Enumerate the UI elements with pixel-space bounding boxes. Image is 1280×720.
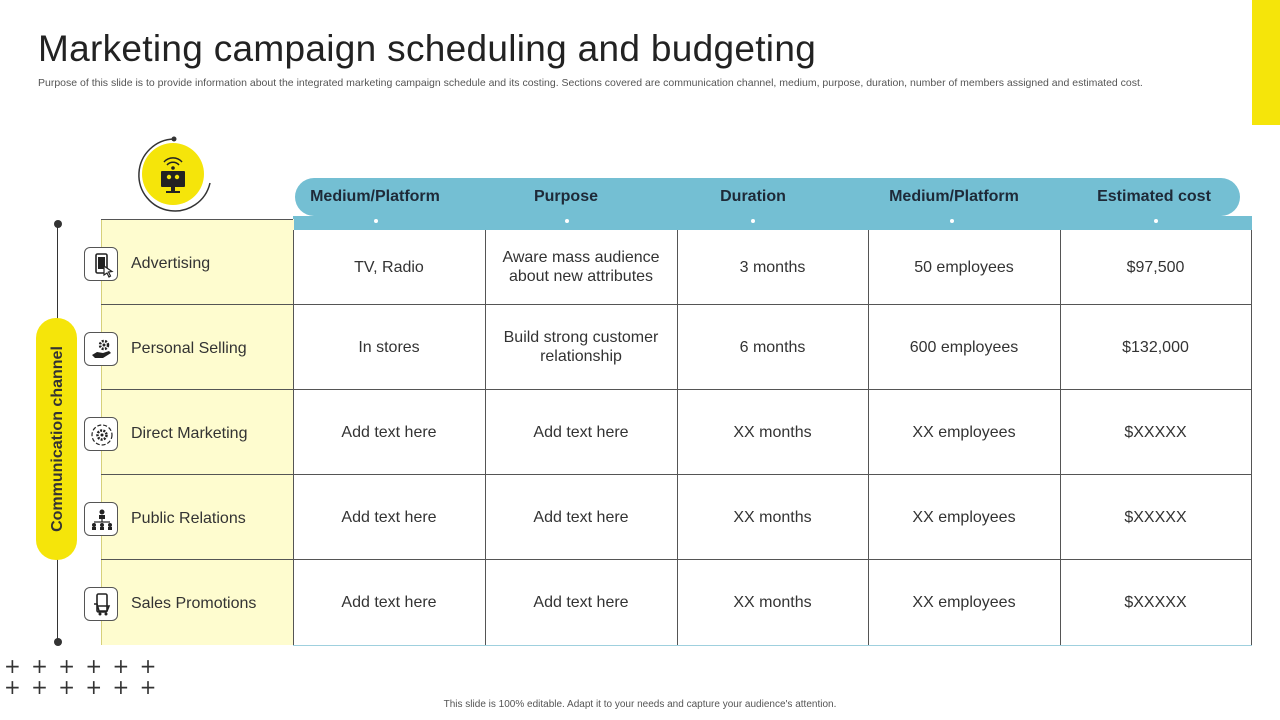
table-cell: $XXXXX — [1124, 594, 1187, 611]
telemarketing-icon — [142, 143, 204, 205]
row-divider — [101, 219, 293, 220]
table-cell: Add text here — [341, 594, 437, 611]
table-cell: XX months — [733, 423, 812, 441]
table-cell: XX months — [733, 508, 812, 526]
timeline-dot — [54, 638, 62, 646]
header-dot — [950, 219, 954, 223]
table-cell: $132,000 — [1122, 338, 1189, 356]
table-cell: 6 months — [739, 338, 806, 356]
column-header-medium-platform-2: Medium/Platform — [889, 188, 1019, 205]
plus-pattern-decoration: + + + + + + + + + + + + — [4, 654, 159, 699]
header-dot — [374, 219, 378, 223]
table-cell: XX months — [733, 594, 812, 611]
phone-cart-icon — [84, 587, 118, 621]
table-cell: $XXXXX — [1124, 508, 1187, 526]
header-dot — [751, 219, 755, 223]
telecom-badge — [142, 143, 204, 205]
column-header-duration: Duration — [720, 188, 786, 205]
timeline-dot — [54, 220, 62, 228]
footer-note: This slide is 100% editable. Adapt it to your needs and capture your audience's attention. — [443, 699, 837, 710]
cycle-gear-icon — [84, 417, 118, 451]
table-cell: Aware mass audience about new attributes — [502, 249, 660, 285]
mobile-touch-icon — [84, 247, 118, 281]
table-cell: Add text here — [341, 423, 437, 441]
corner-accent-bar — [1252, 0, 1280, 125]
table-cell: 600 employees — [909, 338, 1019, 356]
table-cell: $97,500 — [1126, 258, 1185, 276]
slide-subtitle: Purpose of this slide is to provide information about the integrated marketing campaign schedule and its costing. Sections covered are communication channel, medium, purpose, duration, number of members assigned and estimated cost. — [38, 77, 1143, 89]
table-cell: Add text here — [533, 423, 629, 441]
table-cell: In stores — [358, 338, 420, 356]
hand-gear-icon — [84, 332, 118, 366]
channel-label: Direct Marketing — [131, 424, 248, 442]
channel-label: Sales Promotions — [131, 594, 257, 612]
column-header-estimated-cost: Estimated cost — [1097, 188, 1211, 205]
channel-label: Advertising — [131, 254, 211, 272]
table-cell: TV, Radio — [354, 258, 424, 276]
table-cell: Add text here — [533, 508, 629, 526]
header-dot — [1154, 219, 1158, 223]
column-header-medium-platform: Medium/Platform — [310, 188, 440, 205]
header-dot — [565, 219, 569, 223]
table-cell: 3 months — [739, 258, 806, 276]
side-label: Communication channel — [49, 346, 66, 532]
table-cell: XX employees — [912, 594, 1016, 611]
slide-title: Marketing campaign scheduling and budgeting — [38, 28, 817, 69]
table-cell: Build strong customer relationship — [503, 329, 659, 365]
table-cell: Add text here — [341, 508, 437, 526]
table-cell: XX employees — [912, 423, 1016, 441]
channel-label: Public Relations — [131, 509, 246, 527]
column-header-purpose: Purpose — [533, 188, 598, 205]
channel-label: Personal Selling — [131, 339, 247, 357]
table-cell: $XXXXX — [1124, 423, 1187, 441]
table-cell: Add text here — [533, 594, 629, 611]
table-header-underline — [293, 216, 1252, 230]
column-divider — [1251, 230, 1252, 645]
table-cell: 50 employees — [914, 258, 1014, 276]
network-people-icon — [84, 502, 118, 536]
table-cell: XX employees — [912, 508, 1016, 526]
